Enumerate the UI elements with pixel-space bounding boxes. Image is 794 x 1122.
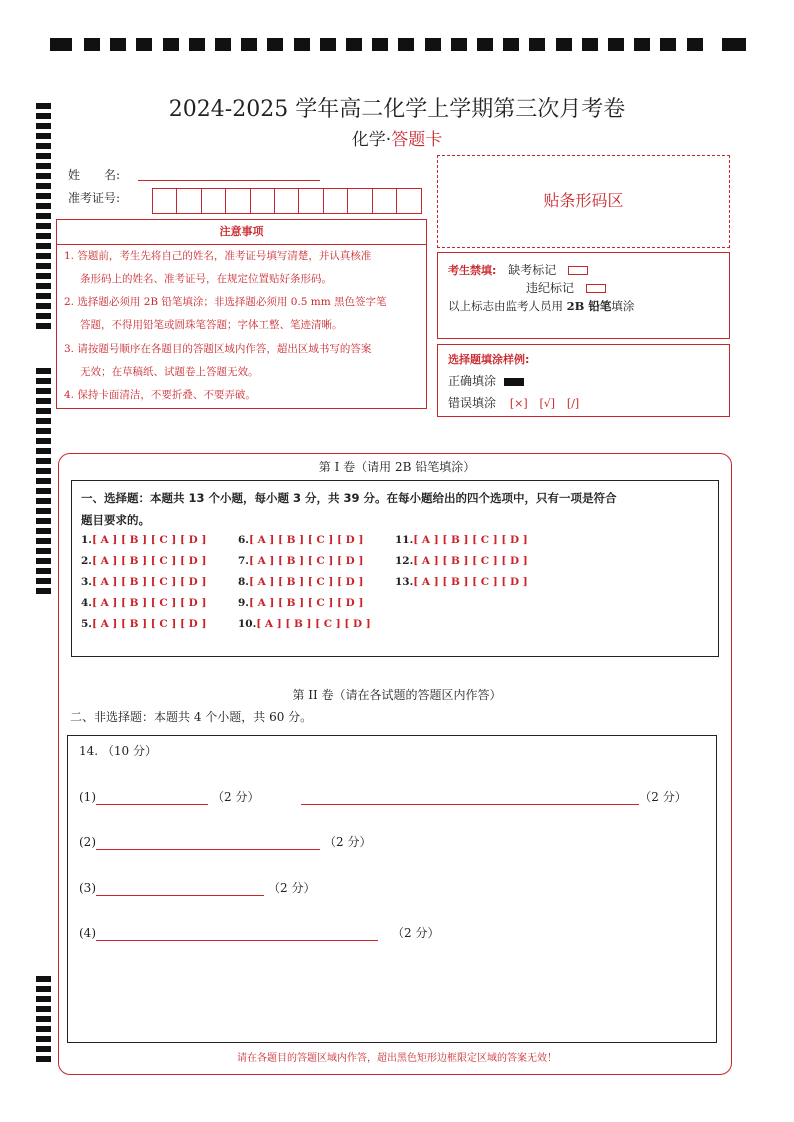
barcode-area: [437, 155, 730, 248]
correct-fill-label: 正确填涂: [448, 374, 497, 388]
wrong-mark-slash: [/]: [566, 397, 580, 410]
q14-title: 14. （10 分）: [79, 744, 157, 758]
forbidden-note: 以上标志由监考人员用 2B 铅笔填涂: [448, 299, 635, 313]
part2-instruction: 二、非选择题：本题共 4 个小题，共 60 分。: [70, 710, 313, 724]
page-title: 2024-2025 学年高二化学上学期第三次月考卷: [168, 97, 626, 122]
q14-sub2-row: [79, 833, 371, 850]
part1-heading: 第 I 卷（请用 2B 铅笔填涂）: [318, 460, 476, 474]
notice-item-1b: 条形码上的姓名、准考证号，在规定位置贴好条形码。: [80, 273, 332, 285]
absent-mark-box[interactable]: [568, 266, 588, 275]
correct-fill-sample: [504, 378, 524, 386]
q14-sub3-blank[interactable]: [96, 883, 264, 896]
notice-item-2b: 答题，不得用铅笔或圆珠笔答题；字体工整、笔迹清晰。: [80, 319, 343, 331]
q14-sub1-row: [79, 788, 687, 805]
violation-mark-label: 违纪标记: [526, 281, 575, 295]
exam-id-boxes[interactable]: [152, 188, 422, 214]
wrong-fill-label: 错误填涂: [448, 396, 497, 410]
notice-item-3: 3. 请按题号顺序在各题目的答题区域内作答，超出区域书写的答案: [64, 343, 372, 355]
q14-sub2-blank[interactable]: [96, 837, 320, 850]
q14-sub2-label: (2): [79, 835, 96, 849]
page-subtitle: [0, 125, 794, 150]
choice-q11[interactable]: 11.[ A ] [ B ] [ C ] [ D ]: [395, 534, 528, 546]
forbidden-box: [437, 252, 730, 339]
notice-item-2: 2. 选择题必须用 2B 铅笔填涂；非选择题必须用 0.5 mm 黑色签字笔: [64, 296, 387, 308]
q14-sub4-blank[interactable]: [96, 928, 378, 941]
choice-q3[interactable]: 3.[ A ] [ B ] [ C ] [ D ]: [81, 576, 207, 588]
q14-sub1-blank-a[interactable]: [96, 792, 208, 805]
choice-q9[interactable]: 9.[ A ] [ B ] [ C ] [ D ]: [238, 597, 364, 609]
q14-sub2-points: （2 分）: [324, 835, 372, 849]
q14-sub4-points: （2 分）: [392, 926, 440, 940]
wrong-mark-x: [×]: [509, 397, 528, 410]
notice-item-1: 1. 答题前，考生先将自己的姓名，准考证号填写清楚，并认真核准: [64, 250, 372, 262]
sample-title: 选择题填涂样例:: [448, 353, 530, 366]
exam-id-label: 准考证号:: [68, 191, 121, 205]
forbidden-label: 考生禁填:: [448, 264, 497, 277]
name-input-line[interactable]: [138, 166, 320, 181]
q14-sub1-points-b: （2 分）: [639, 790, 687, 804]
notice-item-4: 4. 保持卡面清洁，不要折叠、不要弄破。: [64, 389, 256, 401]
part2-heading: 第 II 卷（请在各试题的答题区内作答）: [292, 688, 502, 702]
timing-marks-left-2: [36, 368, 51, 598]
answer-card-label: 答题卡: [391, 130, 443, 150]
barcode-area-label: 贴条形码区: [543, 191, 624, 210]
choice-q12[interactable]: 12.[ A ] [ B ] [ C ] [ D ]: [395, 555, 528, 567]
choice-q1[interactable]: 1.[ A ] [ B ] [ C ] [ D ]: [81, 534, 207, 546]
sample-box: [437, 344, 730, 417]
timing-marks-top: [50, 38, 746, 52]
q14-sub1-label: (1): [79, 790, 96, 804]
subject-label: 化学·: [351, 130, 392, 150]
choice-q10[interactable]: 10.[ A ] [ B ] [ C ] [ D ]: [238, 618, 371, 630]
choice-q8[interactable]: 8.[ A ] [ B ] [ C ] [ D ]: [238, 576, 364, 588]
q14-sub4-row: [79, 924, 439, 941]
choice-q7[interactable]: 7.[ A ] [ B ] [ C ] [ D ]: [238, 555, 364, 567]
choice-instruction-2: 题目要求的。: [81, 513, 150, 527]
name-label: 姓 名:: [68, 168, 121, 182]
notice-title-box: [56, 219, 427, 245]
q14-sub3-points: （2 分）: [268, 881, 316, 895]
q14-sub1-points-a: （2 分）: [212, 790, 260, 804]
q14-sub3-row: [79, 879, 315, 896]
choice-instruction-1: 一、选择题：本题共 13 个小题，每小题 3 分，共 39 分。在每小题给出的四个选项中，只有一项是符合: [81, 491, 617, 505]
wrong-mark-check: [√]: [539, 397, 556, 410]
choice-q2[interactable]: 2.[ A ] [ B ] [ C ] [ D ]: [81, 555, 207, 567]
notice-title: 注意事项: [219, 225, 264, 238]
q14-sub1-blank-b[interactable]: [301, 792, 639, 805]
choice-q4[interactable]: 4.[ A ] [ B ] [ C ] [ D ]: [81, 597, 207, 609]
absent-mark-label: 缺考标记: [508, 263, 557, 277]
choice-section-box: [71, 480, 719, 657]
q14-sub4-label: (4): [79, 926, 96, 940]
violation-mark-box[interactable]: [586, 284, 606, 293]
choice-q13[interactable]: 13.[ A ] [ B ] [ C ] [ D ]: [395, 576, 528, 588]
notice-item-3b: 无效；在草稿纸、试题卷上答题无效。: [80, 366, 259, 378]
q14-sub3-label: (3): [79, 881, 96, 895]
footer-warning: 请在各题目的答题区域内作答，超出黑色矩形边框限定区域的答案无效！: [237, 1053, 557, 1064]
choice-q6[interactable]: 6.[ A ] [ B ] [ C ] [ D ]: [238, 534, 364, 546]
choice-q5[interactable]: 5.[ A ] [ B ] [ C ] [ D ]: [81, 618, 207, 630]
